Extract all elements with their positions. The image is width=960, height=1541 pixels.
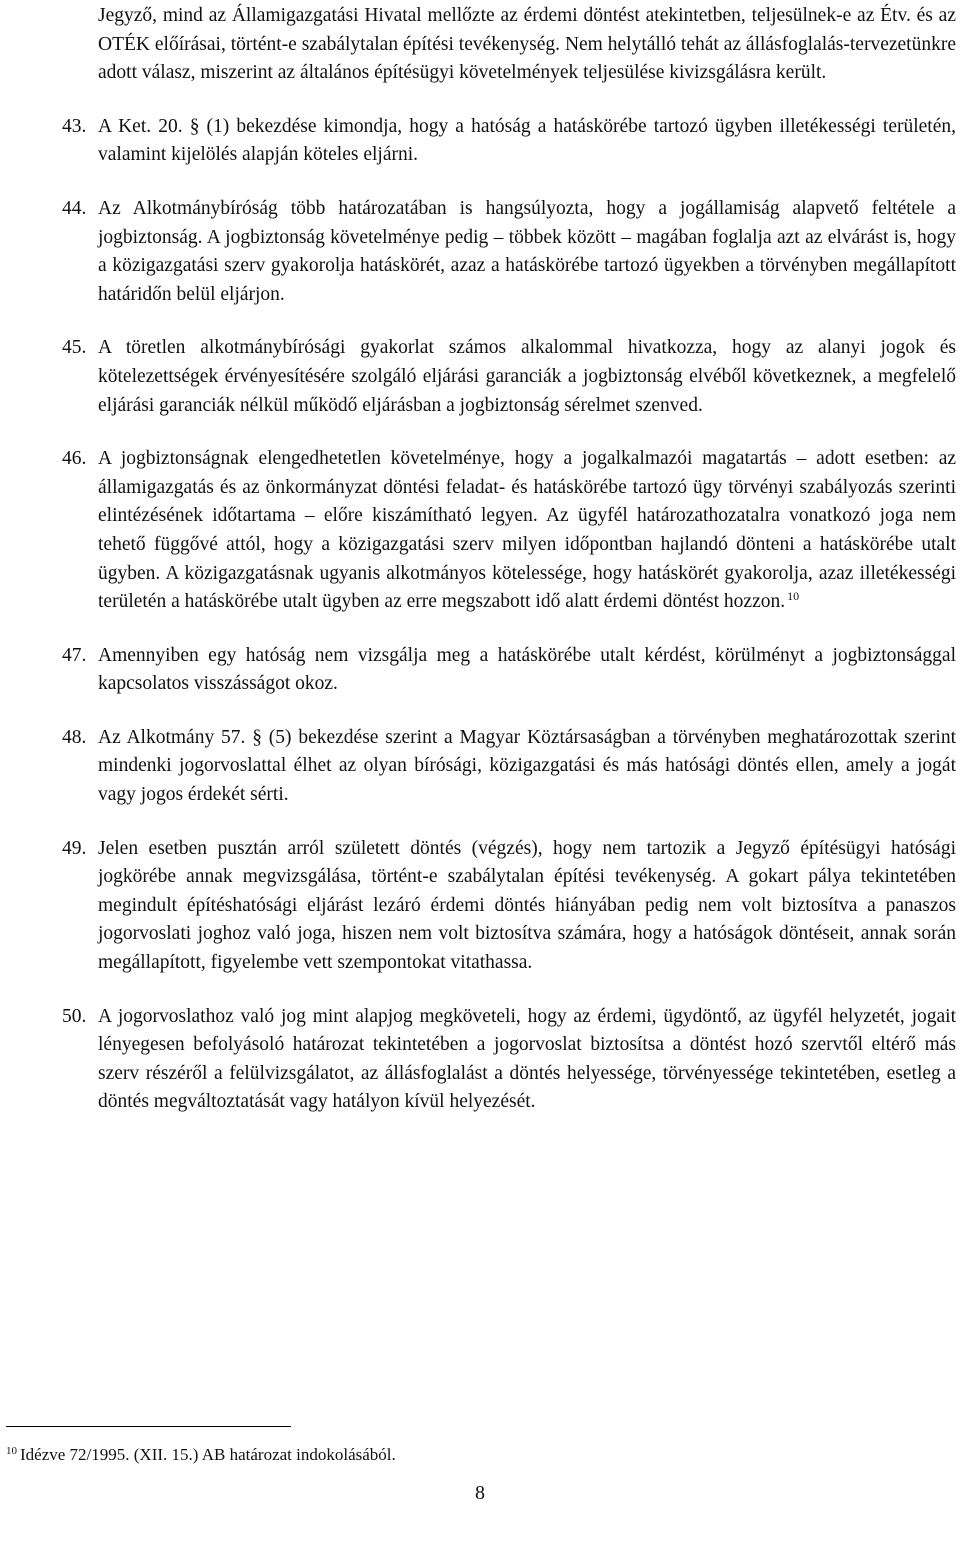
paragraph-number: 45. <box>62 337 87 359</box>
paragraph-text: Az Alkotmánybíróság több határozatában is hangsúlyozta, hogy a jogállamiság alapvető feltétele a jogbiztonság. A jogbiztonság követelménye pedig – többek között – magában foglalja azt az elvárást is, hogy a közigazgatási szerv gyakorolja hatáskörét, azaz a hatáskörébe tartozó ügyekben a törvényben megállapított határidőn belül eljárjon. <box>98 197 956 305</box>
paragraph-47 <box>62 642 956 699</box>
paragraph-text: Jegyző, mind az Államigazgatási Hivatal mellőzte az érdemi döntést atekintetben, teljesülnek-e az Étv. és az OTÉK előírásai, történt-e szabálytalan építési tevékenység. Nem helytálló tehát az állásfoglalás-tervezetünkre adott válasz, miszerint az általános építésügyi követelmények teljesülése kivizsgálásra került. <box>98 5 956 84</box>
paragraph-46 <box>62 445 956 617</box>
paragraph-continuation <box>98 2 956 88</box>
footnote-reference[interactable]: 10 <box>787 589 800 604</box>
paragraph-number: 48. <box>62 726 87 748</box>
footnote <box>6 1444 906 1466</box>
paragraph-48 <box>62 724 956 810</box>
paragraph-text: A Ket. 20. § (1) bekezdése kimondja, hogy a hatóság a hatáskörébe tartozó ügyben illetékességi területén, valamint kijelölés alapján köteles eljárni. <box>98 115 956 166</box>
paragraph-number: 43. <box>62 115 87 137</box>
paragraph-number: 47. <box>62 644 87 666</box>
body-text <box>62 0 956 1142</box>
paragraph-text: Jelen esetben pusztán arról született döntés (végzés), hogy nem tartozik a Jegyző építésügyi hatósági jogkörébe annak megvizsgálása, történt-e szabálytalan építési tevékenység. A gokart pálya tekintetében megindult építéshatósági eljárást lezáró érdemi döntés hiányában pedig nem volt biztosítva a panaszos jogorvoslati joghoz való joga, hiszen nem volt biztosítva számára, hogy a hatóságok döntéseit, annak során megállapított, figyelembe vett szempontokat vitathassa. <box>98 837 956 974</box>
footnote-number: 10 <box>6 1445 17 1457</box>
paragraph-50 <box>62 1003 956 1117</box>
paragraph-text: Az Alkotmány 57. § (5) bekezdése szerint a Magyar Köztársaságban a törvényben meghatározottak szerint mindenki jogorvoslattal élhet az olyan bírósági, közigazgatási és más hatósági döntés ellen, amely a jogát vagy jogos érdekét sérti. <box>98 726 956 806</box>
paragraph-number: 46. <box>62 448 87 470</box>
footnote-text: Idézve 72/1995. (XII. 15.) AB határozat indokolásából. <box>20 1445 396 1464</box>
paragraph-number: 50. <box>62 1005 87 1027</box>
paragraph-number: 44. <box>62 197 87 219</box>
paragraph-43 <box>62 113 956 170</box>
paragraph-text: A töretlen alkotmánybírósági gyakorlat számos alkalommal hivatkozza, hogy az alanyi jogok és kötelezettségek érvényesítésére szolgáló eljárási garanciák a jogbiztonság elvéből következnek, a megfelelő eljárási garanciák nélkül működő eljárásban a jogbiztonság sérelmet szenved. <box>98 337 956 416</box>
paragraph-45 <box>62 334 956 420</box>
paragraph-number: 49. <box>62 837 87 859</box>
paragraph-text: A jogorvoslathoz való jog mint alapjog megköveteli, hogy az érdemi, ügydöntő, az ügyfél helyzetét, jogait lényegesen befolyásoló határozat tekintetében a jogorvoslat biztosítsa a döntést hozó szervtől eltérő más szerv részéről a felülvizsgálatot, az állásfoglalást a döntés helyessége, törvényessége tekintetében, esetleg a döntés megváltoztatását vagy hatályon kívül helyezését. <box>98 1005 956 1113</box>
page-number: 8 <box>475 1482 485 1504</box>
paragraph-text: Amennyiben egy hatóság nem vizsgálja meg a hatáskörébe utalt kérdést, körülményt a jogbiztonsággal kapcsolatos visszásságot okoz. <box>98 644 956 695</box>
paragraph-text: A jogbiztonságnak elengedhetetlen követelménye, hogy a jogalkalmazói magatartás – adott esetben: az államigazgatás és az önkormányzat döntési feladat- és hatáskörébe tartozó ügy törvényi szabályozás szerinti elintézésének időtartama – előre kiszámítható legyen. Az ügyfél határozathozatalra vonatkozó joga nem tehető függővé attól, hogy a közigazgatási szerv milyen időpontban hajlandó dönteni a hatáskörébe utalt ügyben. A közigazgatásnak ugyanis alkotmányos kötelessége, hogy hatáskörét gyakorolja, azaz illetékességi területén a hatáskörébe utalt ügyben az erre megszabott idő alatt érdemi döntést hozzon. <box>98 448 956 613</box>
paragraph-44 <box>62 195 956 309</box>
footnote-divider <box>6 1426 291 1427</box>
paragraph-49 <box>62 835 956 978</box>
